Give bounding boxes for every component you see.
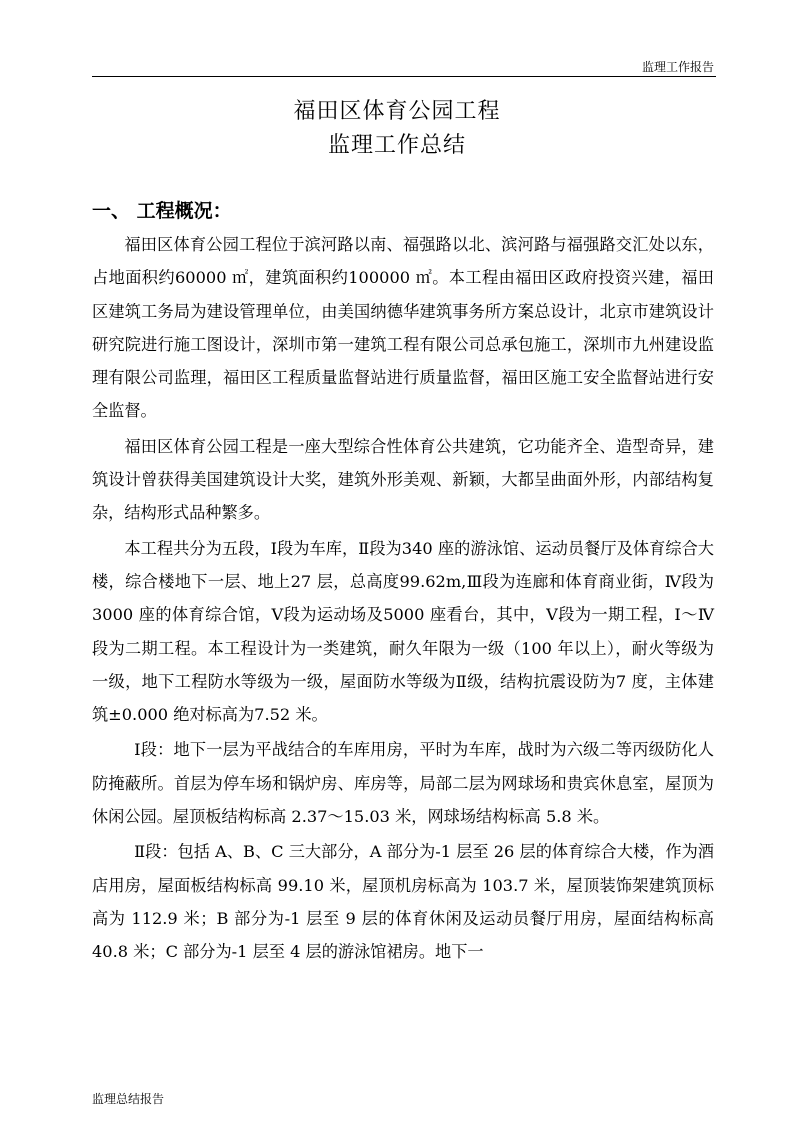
document-title-line1: 福田区体育公园工程 xyxy=(293,99,501,124)
paragraph-location: 福田区体育公园工程位于滨河路以南、福强路以北、滨河路与福强路交汇处以东，占地面积约60000 ㎡，建筑面积约100000 ㎡。本工程由福田区政府投资兴建，福田区建筑工务局为建设管理单位，由美国纳德华建筑事务所方案总设计，北京市建筑设计研究院进行施工图设计，深圳市第一建筑工程有限公司总承包施工，深圳市九州建设监理有限公司监理，福田区工程质量监督站进行质量监督，福田区施工安全监督站进行安全监督。 xyxy=(92,235,714,421)
paragraph-sections: 本工程共分为五段，Ⅰ段为车库，Ⅱ段为340 座的游泳馆、运动员餐厅及体育综合大楼，综合楼地下一层、地上27 层，总高度99.62m,Ⅲ段为连廊和体育商业街，Ⅳ段为3000 座的体育综合馆，Ⅴ段为运动场及5000 座看台，其中，Ⅴ段为一期工程，Ⅰ～Ⅳ段为二期工程。本工程设计为一类建筑，耐久年限为一级（100 年以上），耐火等级为一级，地下工程防水等级为一级，屋面防水等级为Ⅱ级，结构抗震设防为7 度，主体建筑±0.000 绝对标高为7.52 米。 xyxy=(92,538,714,725)
document-title-line2: 监理工作总结 xyxy=(327,133,466,158)
paragraph-section-1: Ⅰ段：地下一层为平战结合的车库用房，平时为车库，战时为六级二等丙级防化人防掩蔽所。首层为停车场和锅炉房、库房等，局部二层为网球场和贵宾休息室，屋顶为休闲公园。屋顶板结构标高 2.37～15.03 米，网球场结构标高 5.8 米。 xyxy=(92,740,714,827)
header-divider xyxy=(92,76,716,77)
page-footer-text: 监理总结报告 xyxy=(92,1092,165,1106)
page-header-text: 监理工作报告 xyxy=(641,60,714,74)
paragraph-description: 福田区体育公园工程是一座大型综合性体育公共建筑，它功能齐全、造型奇异，建筑设计曾获得美国建筑设计大奖，建筑外形美观、新颖，大都呈曲面外形，内部结构复杂，结构形式品种繁多。 xyxy=(92,436,714,523)
body-text xyxy=(92,228,714,971)
section-heading: 一、 工程概况： xyxy=(92,200,232,222)
paragraph-section-2: Ⅱ段：包括 A、B、C 三大部分，A 部分为-1 层至 26 层的体育综合大楼，作为酒店用房，屋面板结构标高 99.10 米，屋顶机房标高为 103.7 米，屋顶装饰架建筑顶标高为 112.9 米；B 部分为-1 层至 9 层的体育休闲及运动员餐厅用房，屋面结构标高 40.8 米；C 部分为-1 层至 4 层的游泳馆裙房。地下一 xyxy=(92,842,714,962)
